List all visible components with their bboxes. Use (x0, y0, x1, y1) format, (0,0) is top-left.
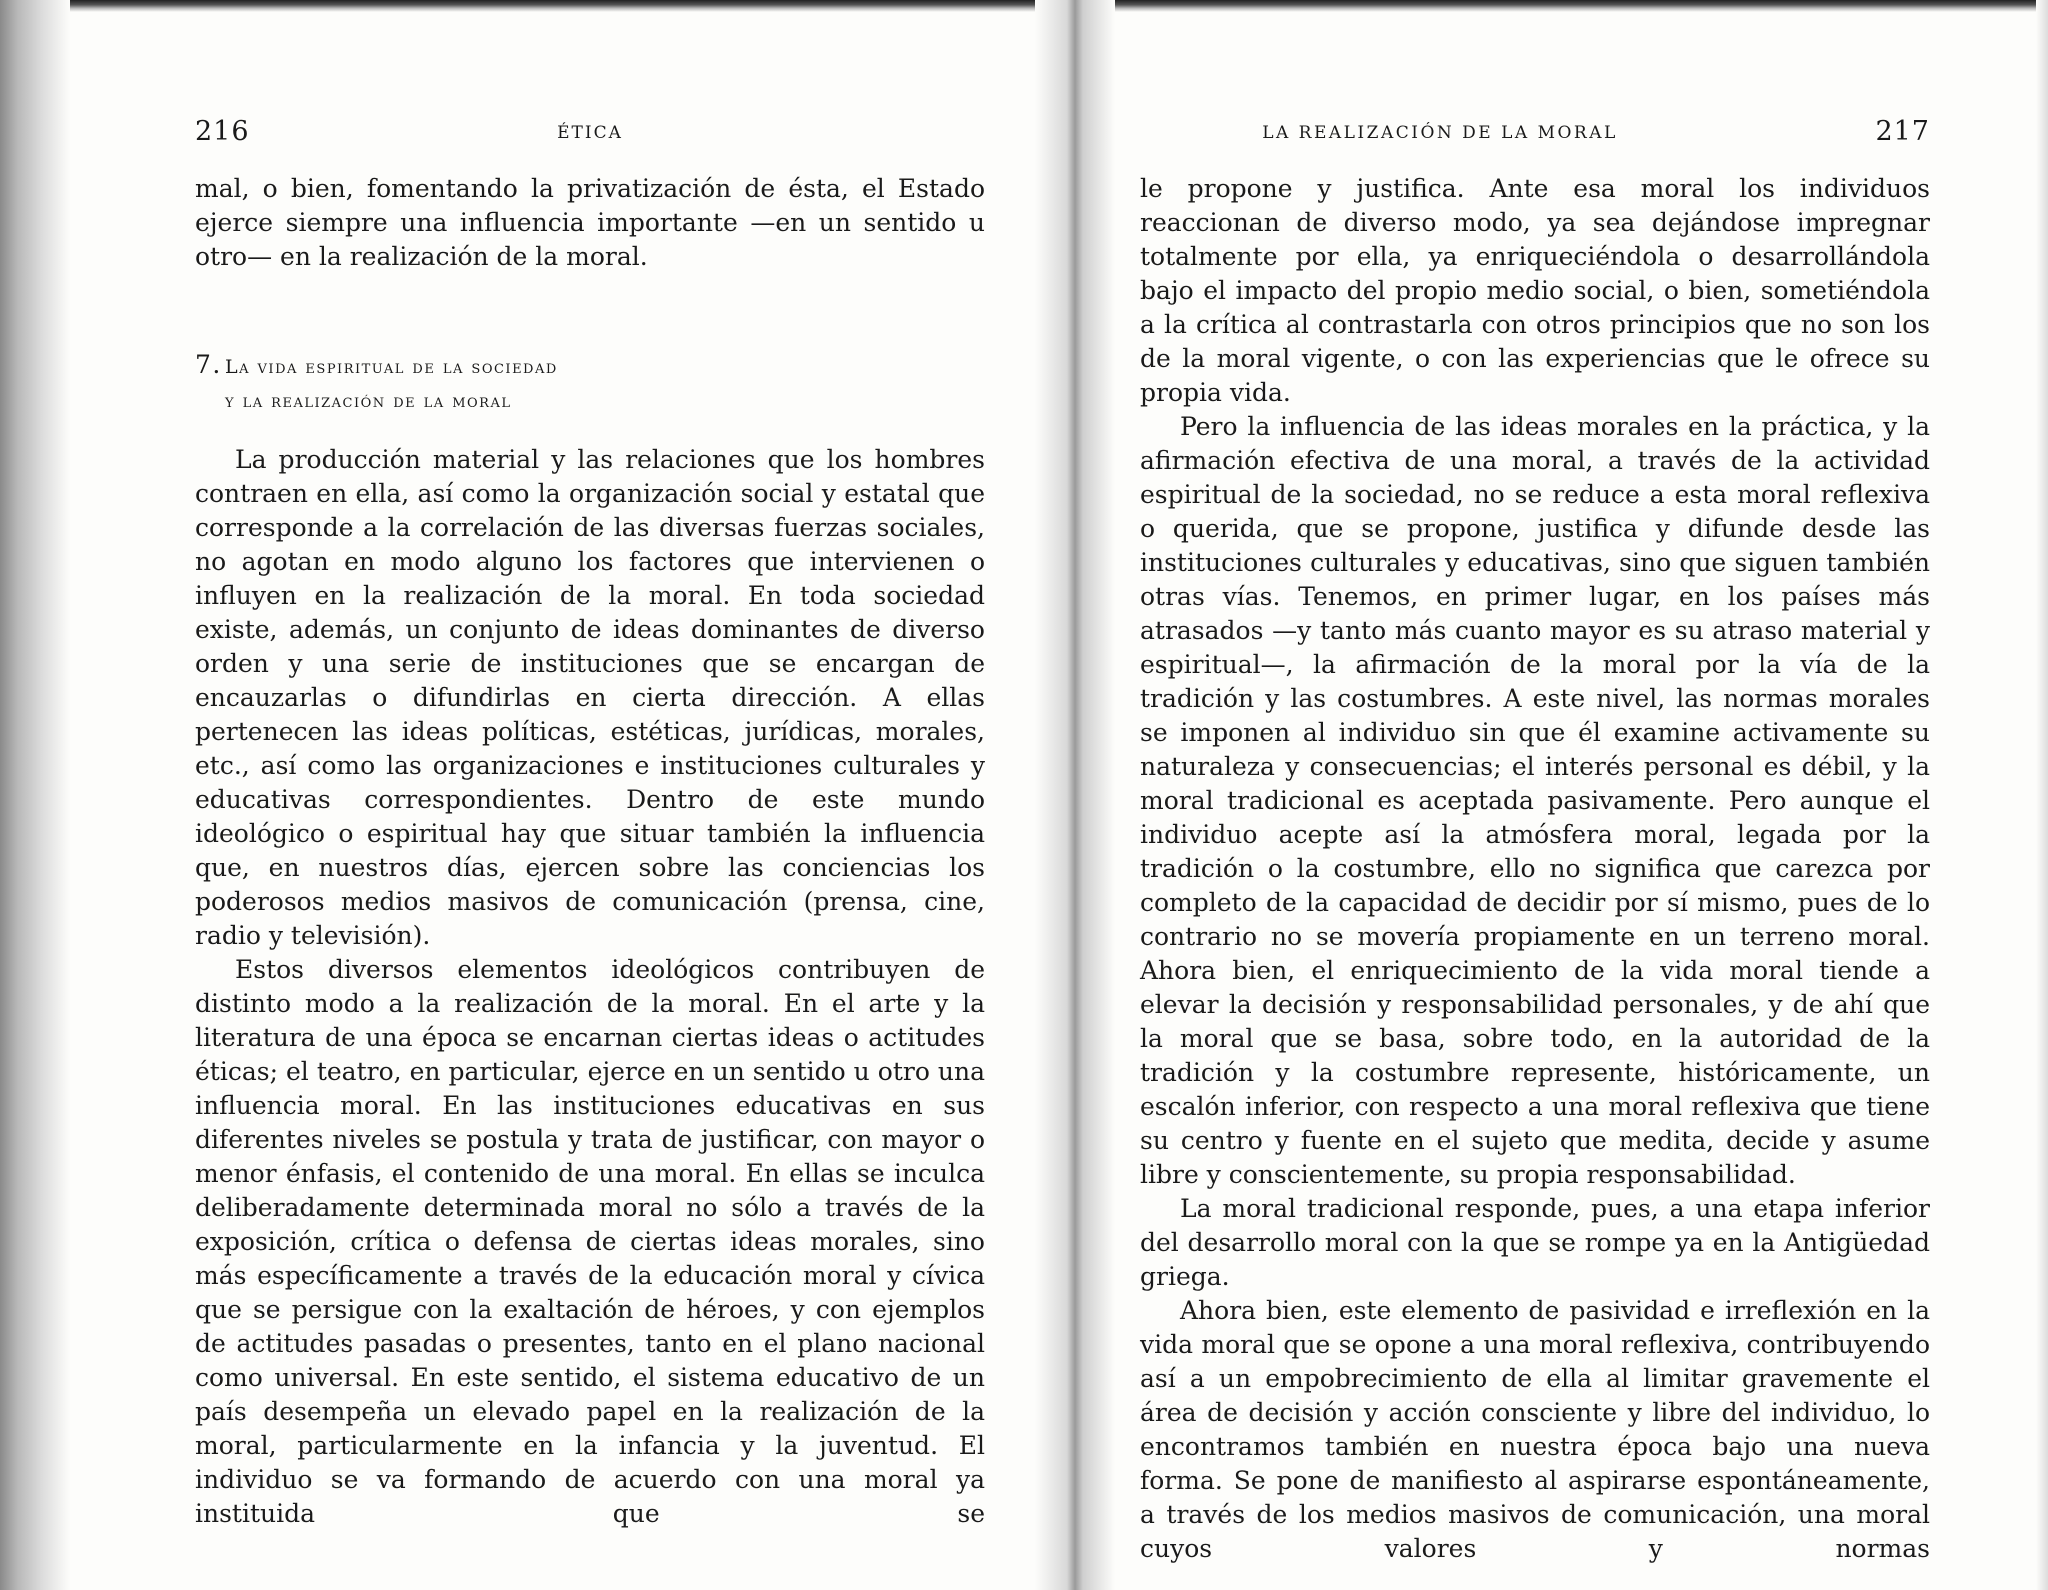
paragraph: Pero la influencia de las ideas morales en la práctica, y la afirmación efectiva de una moral, a través de la actividad espiritual de la sociedad, no se reduce a esta moral reflexiva o querida, que se propone, justifica y difunde desde las instituciones culturales y educativas, sino que siguen también otras vías. Tenemos, en primer lugar, en los países más atrasados —y tanto más cuanto mayor es su atraso material y espiritual—, la afirmación de la moral por la vía de la tradición y las costumbres. A este nivel, las normas morales se imponen al individuo sin que él examine activamente su naturaleza y consecuencias; el interés personal es débil, y la moral tradicional es aceptada pasivamente. Pero aunque el individuo acepte así la atmósfera moral, legada por la tradición o la costumbre, ello no significa que carezca por completo de la capacidad de decidir por sí mismo, pues de lo contrario no se movería propiamente en un terreno moral. Ahora bien, el enriquecimiento de la vida moral tiende a elevar la decisión y responsabilidad personales, y de ahí que la moral que se basa, sobre todo, en la autoridad de la tradición y la costumbre represente, históricamente, un escalón inferior, con respecto a una moral reflexiva que tiene su centro y fuente en el sujeto que medita, decide y asume libre y conscientemente, su propia responsabilidad. (1140, 412, 1930, 1189)
book-gutter (1035, 0, 1115, 1590)
left-opening-text (195, 172, 985, 274)
left-page-number: 216 (195, 116, 250, 147)
section-number: 7. (195, 350, 222, 379)
right-running-head (1140, 115, 1930, 149)
paragraph: La producción material y las relaciones que los hombres contraen en ella, así como la organización social y estatal que corresponde a la correlación de las diversas fuerzas sociales, no agotan en modo alguno los factores que intervienen o influyen en la realización de la moral. En toda sociedad existe, además, un conjunto de ideas dominantes de diverso orden y una serie de instituciones que se encargan de encauzarlas o difundirlas en cierta dirección. A ellas pertenecen las ideas políticas, estéticas, jurídicas, morales, etc., así como las organizaciones e instituciones culturales y educativas correspondientes. Dentro de este mundo ideológico o espiritual hay que situar también la influencia que, en nuestros días, ejercen sobre las conciencias los poderosos medios masivos de comunicación (prensa, cine, radio y televisión). (195, 445, 985, 950)
paragraph: Ahora bien, este elemento de pasividad e irreflexión en la vida moral que se opone a una moral reflexiva, contribuyendo así a un empobrecimiento de ella al limitar gravemente el área de decisión y acción consciente y libre del individuo, lo encontramos también en nuestra época bajo una nueva forma. Se pone de manifiesto al aspirarse espontáneamente, a través de los medios masivos de comunicación, una moral cuyos valores y normas (1140, 1296, 1930, 1563)
section-heading (195, 348, 985, 418)
left-body-text (195, 443, 985, 1531)
left-running-head (195, 115, 985, 149)
section-title-line-1: La vida espiritual de la sociedad (225, 356, 558, 378)
right-body-text (1140, 172, 1930, 1566)
paragraph: mal, o bien, fomentando la privatización de ésta, el Estado ejerce siempre una influencia importante —en un sentido u otro— en la realización de la moral. (195, 174, 985, 271)
paragraph: le propone y justifica. Ante esa moral los individuos reaccionan de diverso modo, ya sea dejándose impregnar totalmente por ella, ya enriqueciéndola o desarrollándola bajo el impacto del propio medio social, o bien, sometiéndola a la crítica al contrastarla con otros principios que no son los de la moral vigente, o con las experiencias que le ofrece su propia vida. (1140, 174, 1930, 407)
right-page-number: 217 (1875, 116, 1930, 147)
paragraph: Estos diversos elementos ideológicos contribuyen de distinto modo a la realización de la moral. En el arte y la literatura de una época se encarnan ciertas ideas o actitudes éticas; el teatro, en particular, ejerce en un sentido u otro una influencia moral. En las instituciones educativas en sus diferentes niveles se postula y trata de justificar, con mayor o menor énfasis, el contenido de una moral. En ellas se inculca deliberadamente determinada moral no sólo a través de la exposición, crítica o defensa de ciertas ideas morales, sino más específicamente a través de la educación moral y cívica que se persigue con la exaltación de héroes, y con ejemplos de actitudes pasadas o presentes, tanto en el plano nacional como universal. En este sentido, el sistema educativo de un país desempeña un elevado papel en la realización de la moral, particularmente en la infancia y la juventud. El individuo se va formando de acuerdo con una moral ya instituida que se (195, 955, 985, 1528)
section-title-line-2: y la realización de la moral (225, 390, 512, 412)
right-page (1140, 0, 1930, 1590)
scan-right-edge (2036, 0, 2048, 1590)
paragraph: La moral tradicional responde, pues, a una etapa inferior del desarrollo moral con la que se rompe ya en la Antigüedad griega. (1140, 1194, 1930, 1291)
left-header-title: ÉTICA (557, 123, 623, 143)
right-header-title: LA REALIZACIÓN DE LA MORAL (1262, 123, 1618, 143)
scan-left-edge (0, 0, 70, 1590)
left-page (195, 0, 985, 1590)
